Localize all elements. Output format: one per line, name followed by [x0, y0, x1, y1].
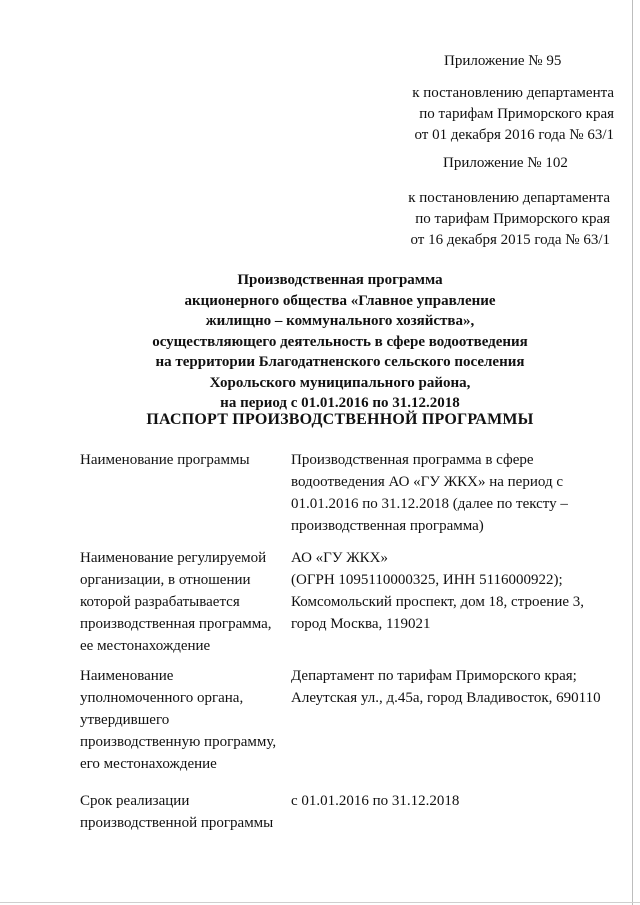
title-line: осуществляющего деятельность в сфере водоотведения [152, 333, 528, 350]
title-line: жилищно – коммунального хозяйства», [205, 313, 475, 329]
scan-bottom-edge [0, 902, 640, 903]
label-line: организации, в отношении [80, 572, 251, 588]
value-line: производственная программа) [291, 518, 484, 534]
row-value [291, 449, 611, 537]
scan-edge-line [632, 0, 633, 905]
passport-heading: ПАСПОРТ ПРОИЗВОДСТВЕННОЙ ПРОГРАММЫ [146, 411, 534, 428]
title-line: акционерного общества «Главное управление [184, 292, 496, 309]
row-label [80, 547, 285, 657]
label-line: уполномоченного органа, [80, 690, 244, 706]
value-line: АО «ГУ ЖКХ» [291, 550, 388, 566]
appendix-1-line: к постановлению департамента [412, 85, 614, 101]
value-line: город Москва, 119021 [291, 616, 431, 632]
label-line: производственную программу, [80, 734, 277, 750]
row-value [291, 665, 611, 709]
appendix-1-reference [400, 83, 614, 146]
row-value [291, 790, 611, 812]
label-line: Наименование [80, 668, 174, 684]
label-line: Наименование регулируемой [80, 550, 267, 566]
title-line: на территории Благодатненского сельского поселения [155, 354, 525, 370]
label-line: Наименование программы [80, 452, 250, 468]
label-line: ее местонахождение [80, 638, 211, 654]
label-line: производственная программа, [80, 616, 272, 632]
appendix-2-line: от 16 декабря 2015 года № 63/1 [410, 232, 610, 248]
row-value [291, 547, 611, 635]
document-title [60, 270, 620, 414]
label-line: Срок реализации [80, 793, 190, 809]
appendix-2-line: по тарифам Приморского края [415, 211, 610, 227]
appendix-1-heading: Приложение № 95 [444, 53, 562, 69]
title-line: на период с 01.01.2016 по 31.12.2018 [220, 395, 460, 411]
value-line: (ОГРН 1095110000325, ИНН 5116000922); [291, 572, 563, 588]
row-label [80, 790, 285, 834]
appendix-2-line: к постановлению департамента [408, 190, 610, 206]
appendix-1-line: по тарифам Приморского края [419, 106, 614, 122]
appendix-2-heading: Приложение № 102 [443, 155, 568, 171]
value-line: Департамент по тарифам Приморского края; [291, 668, 577, 684]
appendix-2-reference [398, 188, 610, 251]
value-line: 01.01.2016 по 31.12.2018 (далее по тексту – [291, 496, 568, 512]
label-line: утвердившего [80, 712, 170, 728]
title-line: Хорольского муниципального района, [209, 374, 471, 391]
value-line: водоотведения АО «ГУ ЖКХ» на период с [291, 474, 563, 490]
value-line: Комсомольский проспект, дом 18, строение 3, [291, 594, 585, 610]
label-line: его местонахождение [80, 756, 217, 772]
title-line: Производственная программа [237, 272, 443, 288]
label-line: которой разрабатывается [80, 594, 240, 610]
value-line: с 01.01.2016 по 31.12.2018 [291, 793, 460, 809]
row-label [80, 449, 285, 471]
appendix-1-line: от 01 декабря 2016 года № 63/1 [414, 127, 614, 143]
value-line: Алеутская ул., д.45а, город Владивосток, 690110 [291, 690, 601, 706]
value-line: Производственная программа в сфере [291, 452, 534, 468]
label-line: производственной программы [80, 815, 274, 831]
row-label [80, 665, 285, 775]
